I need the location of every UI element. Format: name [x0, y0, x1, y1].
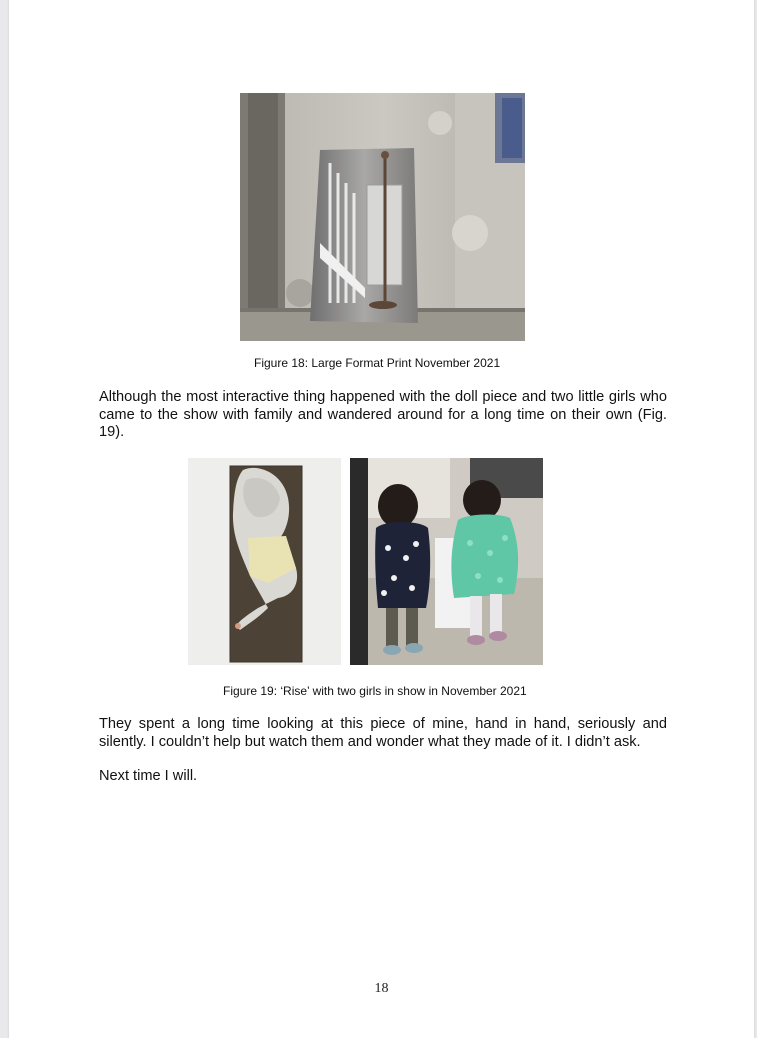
- figure-19-caption: Figure 19: ‘Rise’ with two girls in show in November 2021: [223, 684, 527, 698]
- figure-19-girls-image: [350, 458, 543, 665]
- paragraph-1: Although the most interactive thing happened with the doll piece and two little girls who came to the show with family and wandered around for a long time on their own (Fig. 19).: [99, 389, 667, 440]
- paragraph-3: Next time I will.: [99, 768, 198, 784]
- page-number: 18: [374, 981, 389, 996]
- figure-18-image: [240, 93, 525, 341]
- two-girls-photo: [350, 458, 543, 665]
- figure-18-caption: Figure 18: Large Format Print November 2021: [254, 356, 501, 370]
- paragraph-2: They spent a long time looking at this piece of mine, hand in hand, seriously and silently. I couldn’t help but watch them and wonder what they made of it. I didn’t ask.: [99, 716, 667, 750]
- doll-piece-photo: [188, 458, 341, 665]
- figure-19-doll-image: [188, 458, 341, 665]
- document-page: [9, 0, 754, 1038]
- large-format-print-photo: [240, 93, 525, 341]
